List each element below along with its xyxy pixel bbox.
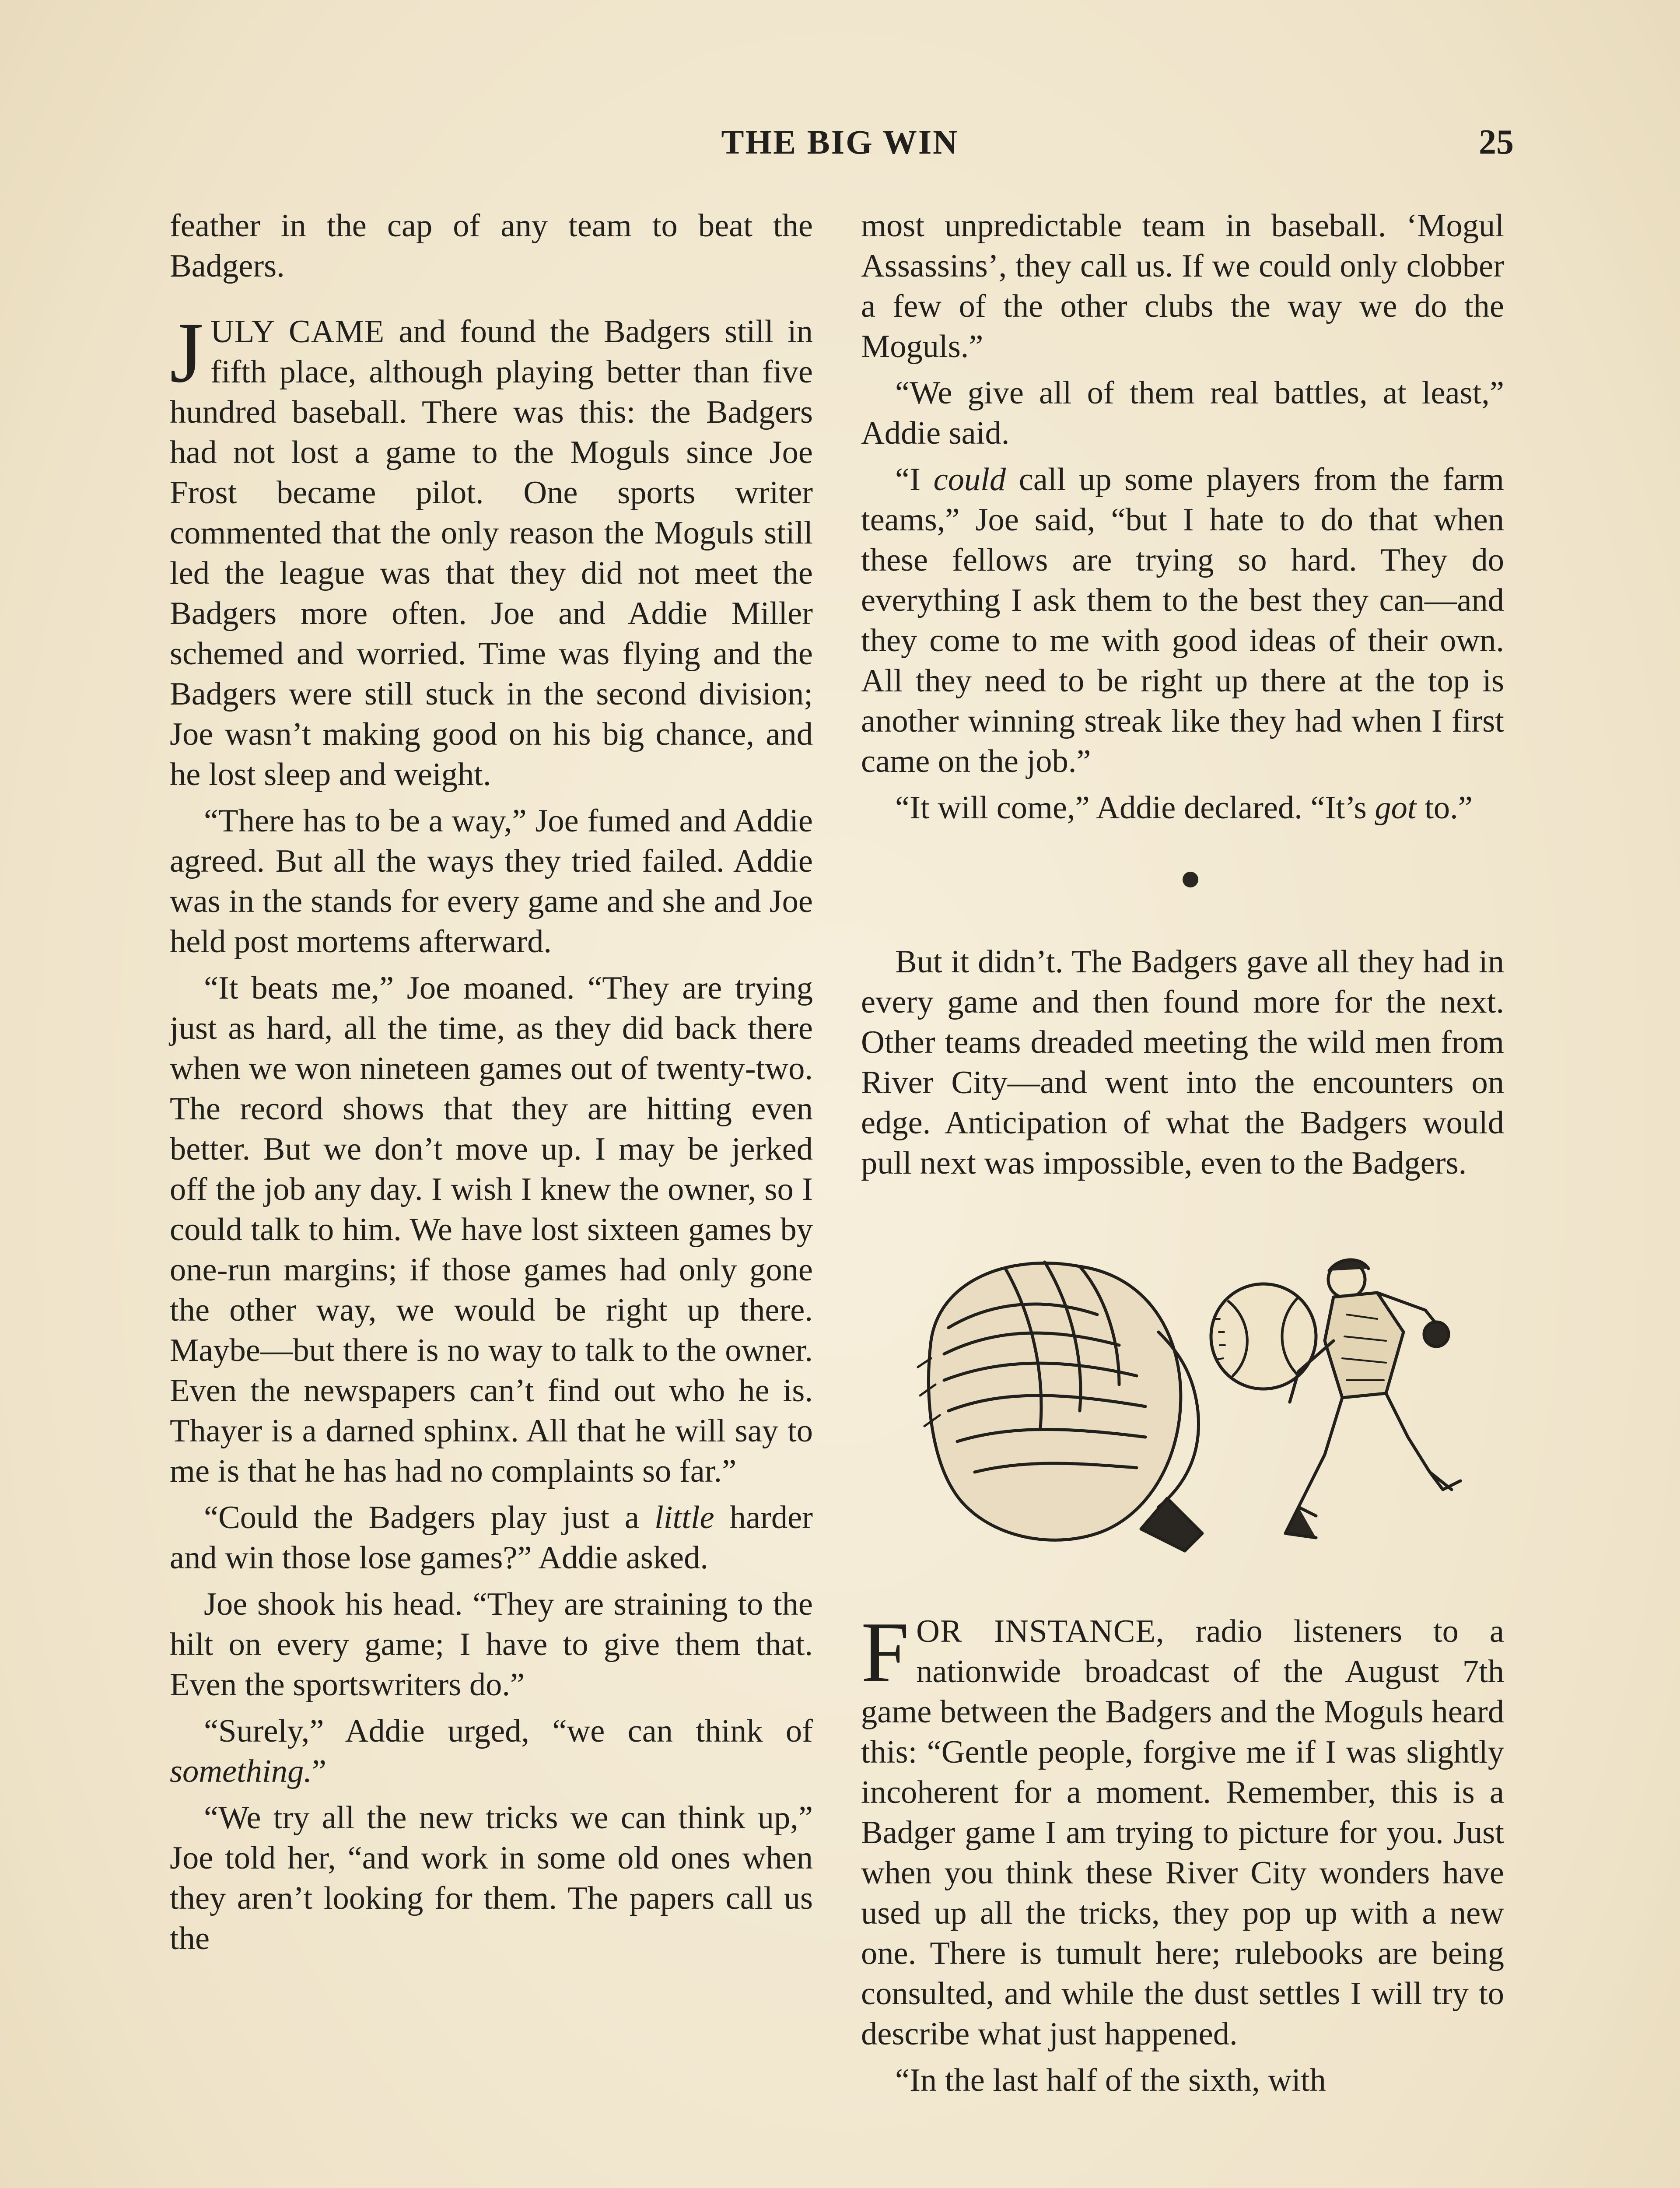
- paragraph-text: “I: [895, 462, 934, 498]
- running-title: THE BIG WIN: [721, 123, 959, 161]
- left-column: [170, 206, 813, 1959]
- baseball-illustration: [861, 1210, 1504, 1586]
- paragraph: “In the last half of the sixth, with: [895, 2062, 1326, 2098]
- paragraph: [170, 1497, 813, 1578]
- paragraph: [861, 459, 1504, 782]
- drop-cap: F: [861, 1604, 910, 1700]
- paragraph: most unpredictable team in baseball. ‘Mogul Assassins’, they call us. If we could only clobber a few of the other clubs the way we do the Moguls.”: [861, 208, 1504, 365]
- paragraph-text: call up some players from the farm teams,” Joe said, “but I hate to do that when these fellows are trying so hard. They do everything I ask them to the best they can—and they come to me with good ideas of their own. All they need to be right up there at the top is another winning streak like they had when I first came on the job.”: [861, 462, 1504, 779]
- paragraph-with-dropcap: [170, 305, 813, 795]
- emphasis: little: [654, 1500, 714, 1536]
- paragraph: Joe shook his head. “They are straining to the hilt on every game; I have to give them that. Even the sportswriters do.”: [170, 1586, 813, 1703]
- drop-cap: J: [170, 305, 204, 400]
- paragraph-text: ”: [312, 1753, 326, 1789]
- paragraph: [170, 1711, 813, 1792]
- paragraph-text: radio listeners to a nationwide broadcast of the August 7th game between the Badgers and the Moguls heard this: “Gentle people, forgive me if I was slightly incoherent for a moment. Remember, this is a Badger game I am trying to picture for you. Just when you think these River City wonders have used up all the tricks, they pop up with a new one. There is tumult here; rulebooks are being consulted, and while the dust settles I will try to describe what just happened.: [861, 1613, 1504, 2052]
- right-column: [861, 206, 1504, 2100]
- paragraph: “We try all the new tricks we can think up,” Joe told her, “and work in some old ones when they aren’t looking for them. The papers call us the: [170, 1800, 813, 1957]
- emphasis: something.: [170, 1753, 312, 1789]
- paragraph: feather in the cap of any team to beat the Badgers.: [170, 208, 813, 284]
- page-header: [166, 123, 1514, 175]
- paragraph-text: “It will come,” Addie declared. “It’s: [895, 790, 1375, 826]
- paragraph-with-dropcap: [861, 1604, 1504, 2054]
- bullet-ornament: [1183, 872, 1198, 887]
- paragraph: [861, 788, 1504, 828]
- paragraph-text: harder and win those lose games?” Addie asked.: [170, 1500, 813, 1576]
- lead-in: ULY CAME: [210, 314, 385, 350]
- paragraph-text: to.”: [1416, 790, 1473, 826]
- paragraph: “It beats me,” Joe moaned. “They are trying just as hard, all the time, as they did back there when we won nineteen games out of twenty-two. The record shows that they are hitting even better. But we don’t move up. I may be jerked off the job any day. I wish I knew the owner, so I could talk to him. We have lost sixteen games by one-run margins; if those games had only gone the other way, we would be right up there. Maybe—but there is no way to talk to the owner. Even the newspapers can’t find out who he is. Thayer is a darned sphinx. All that he will say to me is that he has had no complaints so far.”: [170, 970, 813, 1489]
- lead-in: OR INSTANCE,: [916, 1613, 1165, 1649]
- emphasis: could: [933, 462, 1006, 498]
- glove-and-pitcher-drawing: [914, 1227, 1465, 1560]
- paragraph-text: and found the Badgers still in fifth place, although playing better than five hundred baseball. There was this: the Badgers had not lost a game to the Moguls since Joe Frost became pilot. One sports writer commented that the only reason the Moguls still led the league was that they did not meet the Badgers more often. Joe and Addie Miller schemed and worried. Time was flying and the Badgers were still stuck in the second division; Joe wasn’t making good on his big chance, and he lost sleep and weight.: [170, 314, 813, 792]
- emphasis: got: [1375, 790, 1417, 826]
- page-number: 25: [1479, 123, 1514, 161]
- paragraph: “We give all of them real battles, at least,” Addie said.: [861, 375, 1504, 451]
- paragraph: But it didn’t. The Badgers gave all they had in every game and then found more for the next. Other teams dreaded meeting the wild men from River City—and went into the encounters on edge. Anticipation of what the Badgers would pull next was impossible, even to the Badgers.: [861, 944, 1504, 1181]
- paragraph-text: “Could the Badgers play just a: [204, 1500, 655, 1536]
- section-break: [861, 828, 1504, 942]
- paragraph-text: “Surely,” Addie urged, “we can think of: [204, 1713, 813, 1749]
- paragraph: “There has to be a way,” Joe fumed and Addie agreed. But all the ways they tried failed. Addie was in the stands for every game and she and Joe held post mortems afterward.: [170, 803, 813, 960]
